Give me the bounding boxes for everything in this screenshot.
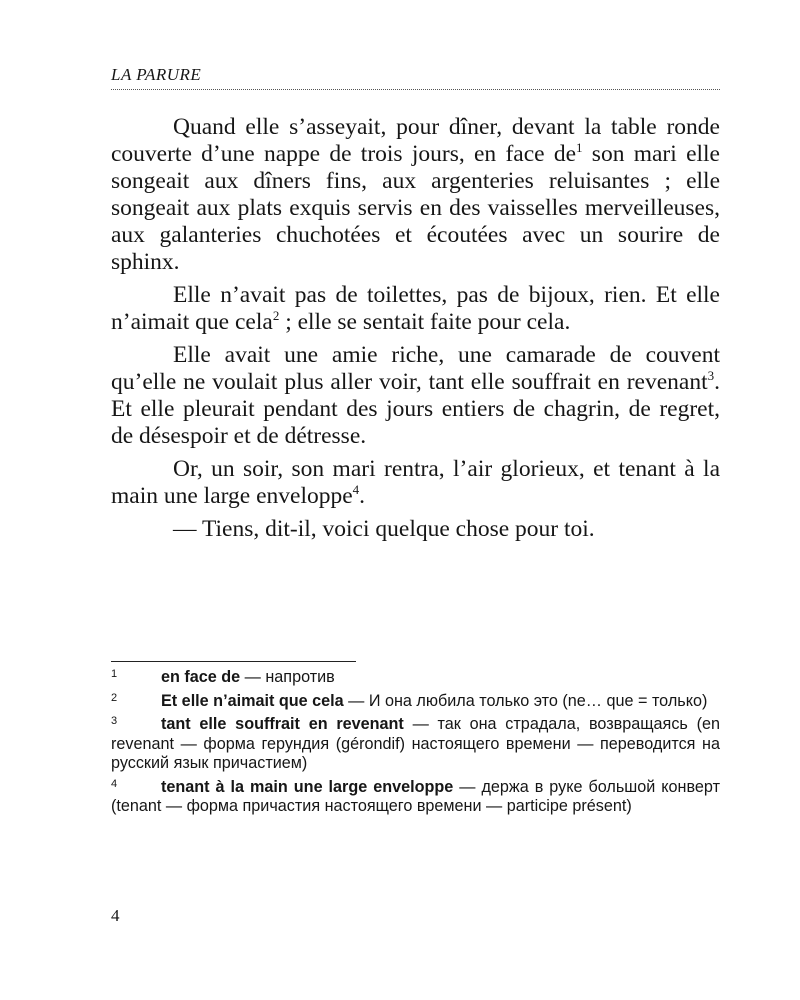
footnote-gloss: — напротив	[240, 668, 335, 686]
footnote-term: Et elle n’aimait que cela	[161, 691, 344, 710]
footnote-3	[111, 715, 720, 774]
footnote-gloss: — И она любила только это (ne… que = только)	[343, 691, 708, 710]
paragraph-4-text-b: .	[359, 483, 366, 509]
paragraph-2	[111, 282, 720, 336]
footnote-term: tant elle souffrait en revenant	[161, 715, 404, 733]
footnote-separator	[111, 661, 356, 662]
paragraph-2-text-b: ; elle se sentait faite pour cela.	[279, 309, 571, 335]
footnote-number: 1	[111, 668, 118, 680]
paragraph-4-text-a: Or, un soir, son mari rentra, l’air glorieux, et tenant à la main une large enveloppe	[111, 456, 720, 509]
paragraph-3-text-a: Elle avait une amie riche, une camarade de couvent qu’elle ne voulait plus aller voir, tant elle souffrait en revenant	[111, 342, 720, 395]
footnote-gloss: — держа в руке большой конверт (tenant — форма причастия настоящего времени — participe présent)	[111, 777, 720, 815]
footnote-gloss: — так она страдала, возвращаясь (en revenant — форма герундия (gérondif) настоящего времени — переводится на русский язык причастием)	[111, 715, 721, 772]
footnote-2	[111, 692, 720, 712]
footnote-ref-2: 2	[272, 308, 280, 323]
footnote-4	[111, 778, 720, 817]
footnote-number: 2	[111, 691, 118, 704]
footnote-ref-4: 4	[352, 482, 360, 497]
footnotes	[111, 668, 720, 821]
main-text	[111, 114, 720, 549]
footnote-number: 3	[111, 715, 118, 727]
paragraph-2-text-a: Elle n’avait pas de toilettes, pas de bijoux, rien. Et elle n’aimait que cela	[111, 282, 720, 335]
paragraph-1	[111, 114, 720, 276]
footnote-term: tenant à la main une large enveloppe	[161, 777, 454, 796]
footnote-1	[111, 668, 720, 688]
paragraph-1-text-b: son mari elle songeait aux dîners fins, aux argenteries reluisantes ; elle songeait aux plats exquis servis en des vaisselles merveilleuses, aux galanteries chuchotées et écoutées avec un sourire de sphinx.	[111, 141, 720, 275]
footnote-ref-3: 3	[707, 368, 715, 383]
paragraph-3-text-b: . Et elle pleurait pendant des jours entiers de chagrin, de regret, de désespoir et de détresse.	[111, 369, 720, 449]
running-head: LA PARURE	[111, 64, 720, 90]
page-number: 4	[111, 906, 120, 925]
footnote-term: en face de	[161, 668, 241, 686]
paragraph-3	[111, 342, 720, 450]
footnote-number: 4	[111, 777, 118, 790]
paragraph-4	[111, 456, 720, 510]
paragraph-5: — Tiens, dit-il, voici quelque chose pour toi.	[173, 516, 595, 542]
book-page	[111, 0, 720, 1000]
footnote-ref-1: 1	[576, 140, 583, 155]
paragraph-1-text-a: Quand elle s’asseyait, pour dîner, devant la table ronde couverte d’une nappe de trois jours, en face de	[111, 114, 720, 167]
